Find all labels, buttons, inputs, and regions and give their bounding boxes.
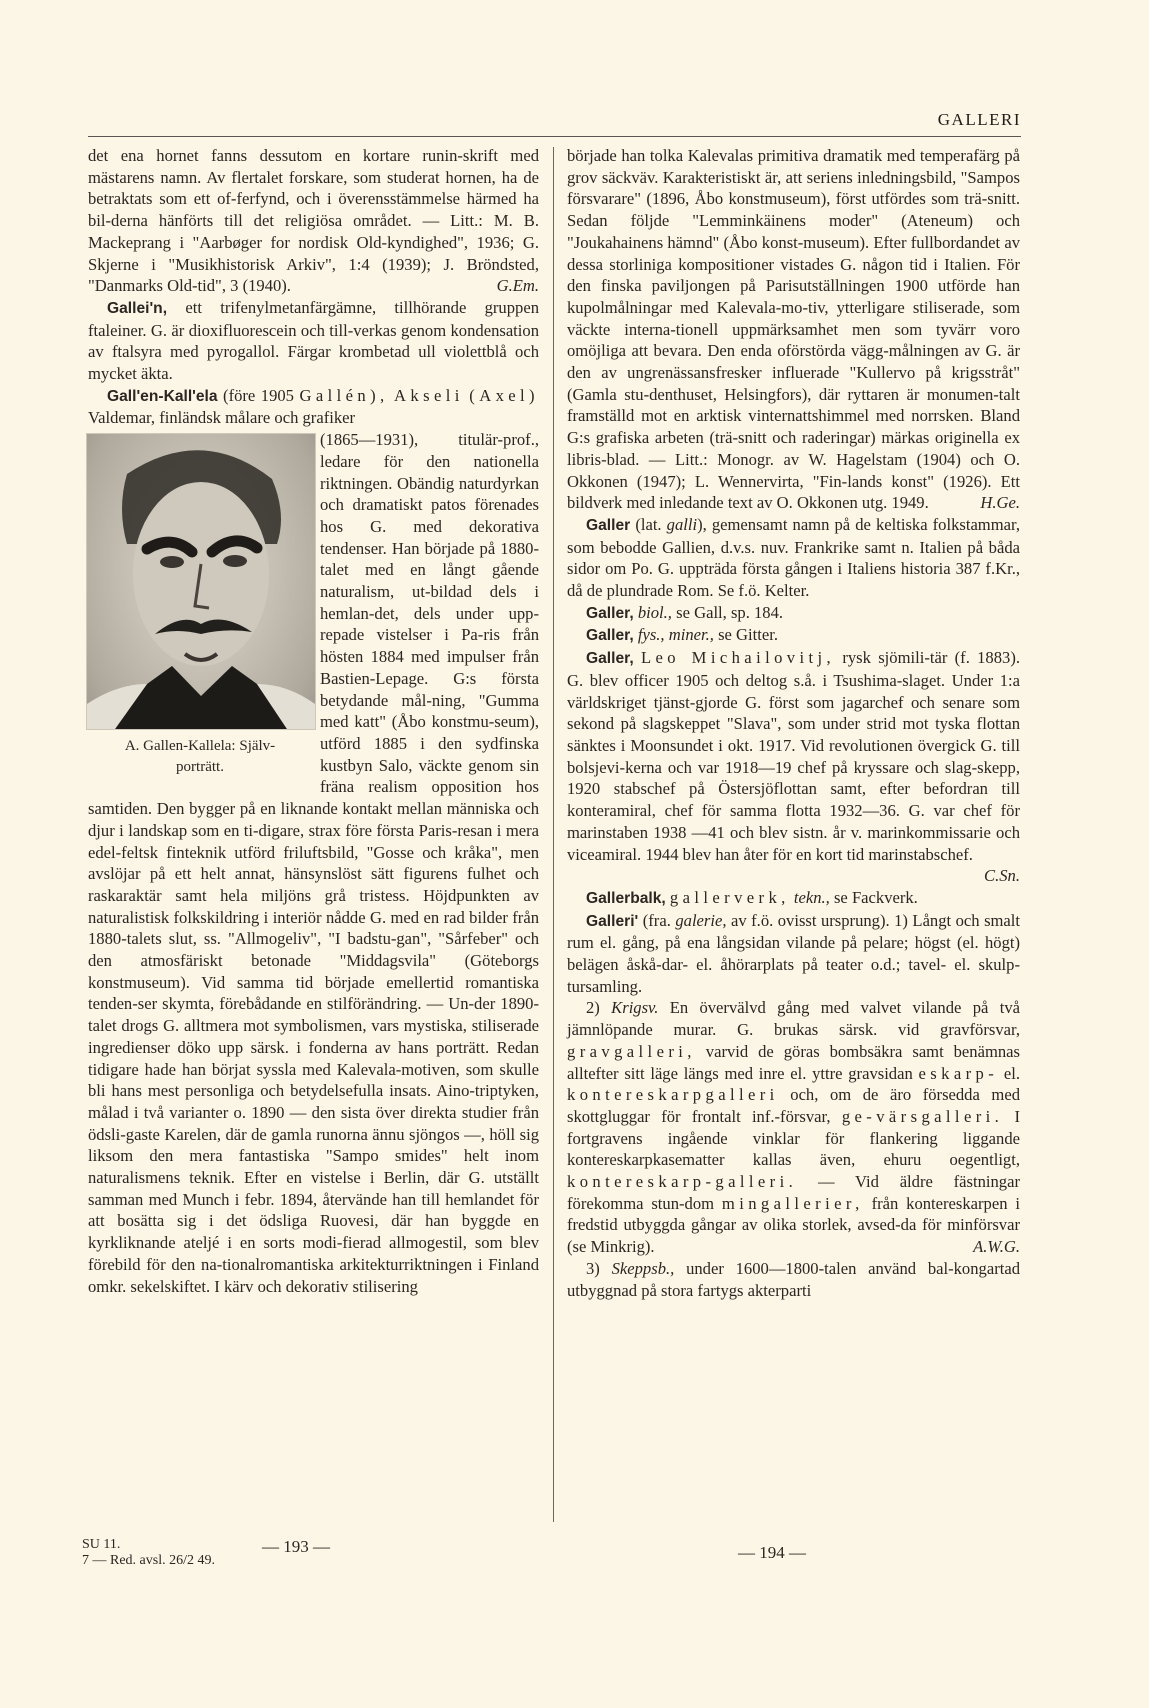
column-divider <box>553 147 554 1522</box>
entry-galleri-skeppsb: 3) Skeppsb., under 1600—1800-talen använd bal-kongartad utbyggnad på stora fartygs akterparti <box>567 1258 1020 1300</box>
left-column <box>88 145 539 1297</box>
page-number-left: — 193 — <box>262 1537 330 1556</box>
author-signature: A.W.G. <box>973 1237 1020 1257</box>
entry-gallen-kallela: Gall'en-Kall'ela (före 1905 Gallén), Akseli (Axel) Valdemar, finländsk målare och grafiker <box>88 385 539 428</box>
headword: Galler, <box>586 627 634 645</box>
author-signature: C.Sn. <box>984 866 1020 886</box>
self-portrait-image <box>86 433 316 730</box>
headword: Galler, <box>586 604 634 622</box>
headword: Gallerbalk, <box>586 889 666 907</box>
entry-galler-biol: Galler, biol., se Gall, sp. 184. <box>586 602 784 622</box>
author-signature: G.Em. <box>496 276 539 296</box>
right-column <box>567 145 1020 1301</box>
author-signature: H.Ge. <box>980 493 1020 513</box>
printer-signature-mark: SU 11. 7 — Red. avsl. 26/2 49. <box>82 1537 215 1568</box>
headword: Gall'en-Kall'ela <box>107 387 218 405</box>
headword: Galleri' <box>586 912 639 930</box>
running-head: GALLERI <box>937 110 1021 129</box>
headword: Gallei'n, <box>107 299 168 317</box>
entry-galleri: Galleri' (fra. galerie, av f.ö. ovisst ursprung). 1) Långt och smalt rum el. gång, på ena långsidan vilande på pelare; högst (el. högt) belägen åskå-dar- el. åhörarplats på teater o.d.; tavel- el. skulp-tursamling. <box>567 910 1021 996</box>
figure-caption: A. Gallen-Kallela: Själv- porträtt. <box>124 738 276 776</box>
entry-gallen-kallela-body: (1865—1931), titulär-prof., ledare för den nationella riktningen. Obändig naturdyrkan och dramatiskt patos förenades hos G. med dekorativa tendenser. Han började på 1880-talet med en långt gående naturalism, ut-bildad dels i hemlan-det, dels under upp-repade vistelser i Pa-ris från hösten 1884 med impulser från Bastien-Lepage. G:s första betydande mål-ning, "Gumma med katt" (Åbo konstmu-seum), utförd 1885 i den sydfinska kustbyn Salo, väckte genom sin fräna realism opposition hos samtiden. Den bygger på en liknande kontakt mellan människa och djur i landskap som en ti-digare, strax före första Paris-resan i mera edel-feltsk finteknik utförd friluftsbild, "Gosse och kråka", men avslöjar på ett helt annat, hänsynslöst sätt figurens fulhet och raskaraktär samt hela miljöns grå tristess. Höjdpunkten av naturalistisk folkskildring i interiör nådde G. med en rad bilder från 1880-talets slut, ss. "Allmogeliv", "I badstu-gan", "Sårfeber" och den atmosfäriskt betonade "Middagsvila" (Göteborgs konstmuseum). Vid samma tid började emellertid romantiska tenden-ser skymta, förebådande en stilförändring. — Un-der 1890-talet drogs G. alltmera mot symbolismen, vars mystiska, stiliserade ingredienser döko upp särsk. i fonderna av hans porträtt. Redan tidigare hade han börjat syssla med Kalevala-motiven, som skulle bli hans mest personliga och betydelsefulla insats. Aino-triptyken, målad i två varianter o. 1890 — den sista över direkta studier från ödsli-gaste Karelen, där de gamla runorna ännu sjöngos —, höll sig liksom den mera fantastiska "Sampo smides" helt inom naturalismens teknik. Efter en vistelse i Berlin, där G. utställt samman med Munch i febr. 1894, återvände han till hemlandet för att bosätta sig i det ödsliga Ruovesi, där han byggde en kyrkliknande ateljé i en sorts modi-fierad allmogestil, som blev förebild för den na-tionalromantiska arkitekturriktningen i Finland omkr. sekelskiftet. I kärv och dekorativ stilisering <box>88 430 539 1296</box>
entry-galler-leo: Galler, Leo Michailovitj, rysk sjömili-tär (f. 1883). G. blev officer 1905 och deltog s.å. i Tsushima-slaget. Under 1:a världskriget tjänst-gjorde G. först som jagarchef och senare som sekond på slagskeppet "Slava", som under strid mot tyska flottan sänktes i Moonsundet i okt. 1917. Vid revolutionen övergick G. till bolsjevi-kerna och var 1918—19 chef på kryssare och slag-skepp, 1920 stabschef på Östersjöflottan samt, efter befordran till konteramiral, chef för samma flotta 1932—36. G. var chef för marinstaben 1938 —41 och blev sistn. år v. marinkommissarie och viceamiral. 1944 blev han åter för en kort tid marinstabschef. C.Sn. <box>567 648 1020 886</box>
header-rule <box>88 136 1021 137</box>
continuation-paragraph: det ena hornet fanns dessutom en kortare runin-skrift med mästarens namn. Av flertalet forskare, som studerat hornen, ha de betraktats som ett of-ferfynd, och i överensstämmelse härmed ha bil-derna hänförts till det religiösa området. — Litt.: M. B. Mackeprang i "Aarbøger for nordisk Old-kyndighed", 1936; G. Skjerne i "Musikhistorisk Arkiv", 1:4 (1939); J. Bröndsted, "Danmarks Old-tid", 3 (1940). G.Em. <box>88 146 539 296</box>
page-number-right: — 194 — <box>738 1543 806 1562</box>
entry-gallerbalk: Gallerbalk, gallerverk, tekn., se Fackverk. <box>586 887 918 907</box>
entry-gallein: Gallei'n, ett trifenylmetanfärgämne, tillhörande gruppen ftaleiner. G. är dioxifluorescein och till-verkas genom kondensation av ftalsyra med pyrogallol. Färgar krombetad ull violettblå och mycket äkta. <box>88 297 539 384</box>
continuation-paragraph: började han tolka Kalevalas primitiva dramatik med temperafärg på grov säckväv. Karakteristiskt är, att seriens inledningsbild, "Sampos försvarare" (1896, Åbo konstmuseum), först utfördes som trä-snitt. Sedan följde "Lemminkäinens moder" (Ateneum) och "Joukahainens hämnd" (Åbo konst-museum). Efter fullbordandet av dessa storliniga kompositioner vistades G. någon tid i Italien. För den finska paviljongen på Parisutställningen 1900 utförde han kupolmålningar med Kalevala-mo-tiv, ytterligare stiliserade, som väckte interna-tionell uppmärksamhet men som tyvärr voro omöjliga att bevara. Den enda oförstörda vägg-målningen av G. är den av ungrenässansfresker influerade "Kullervo på krigsstråt" (Gamla stu-denthuset, Helsingfors), där ryttaren är monumen-talt framställd mot en arktisk vinternattshimmel med norrsken. Bland G:s grafiska arbeten (trä-snitt och raderingar) märkas originella ex libris-blad. — Litt.: Monogr. av W. Hagelstam (1904) och O. Okkonen (1947); L. Wennervirta, "Fin-lands konst" (1926). Ett bildverk med inledande text av O. Okkonen utg. 1949. H.Ge. <box>567 146 1020 513</box>
headword: Galler <box>586 516 631 534</box>
headword: Galler, <box>586 650 634 668</box>
portrait-figure <box>86 433 308 778</box>
entry-galler-people: Galler (lat. galli), gemensamt namn på de keltiska folkstammar, som bebodde Gallien, d.v.s. nuv. Frankrike samt n. Italien på båda sidor om Po. G. uppträda första gången i Italiens historia 387 f.Kr., då de plundrade Rom. Se f.ö. Kelter. <box>567 514 1021 601</box>
entry-galler-fys: Galler, fys., miner., se Gitter. <box>586 625 778 645</box>
portrait-sketch-icon <box>87 434 315 729</box>
entry-galleri-krigsv: 2) Krigsv. En övervälvd gång med valvet vilande på två jämnlöpande murar. G. brukas särsk. vid gravförsvar, gravgalleri, varvid de göras bombsäkra samt benämnas alltefter sitt läge längs med inre el. yttre gravsidan eskarp- el. kontereskarpgalleri och, om de äro försedda med skottgluggar för frontalt inf.-försvar, ge-värsgalleri. I fortgravens ingående vinklar för flankering liggande kontereskarpkasematter kallas även, ehuru oegentligt, kontereskarp-galleri. — Vid äldre fästningar förekomma stun-dom mingallerier, från kontereskarpen i fredstid utbyggda gångar av olika storlek, avsed-da för minförsvar (se Minkrig). A.W.G. <box>567 998 1021 1257</box>
